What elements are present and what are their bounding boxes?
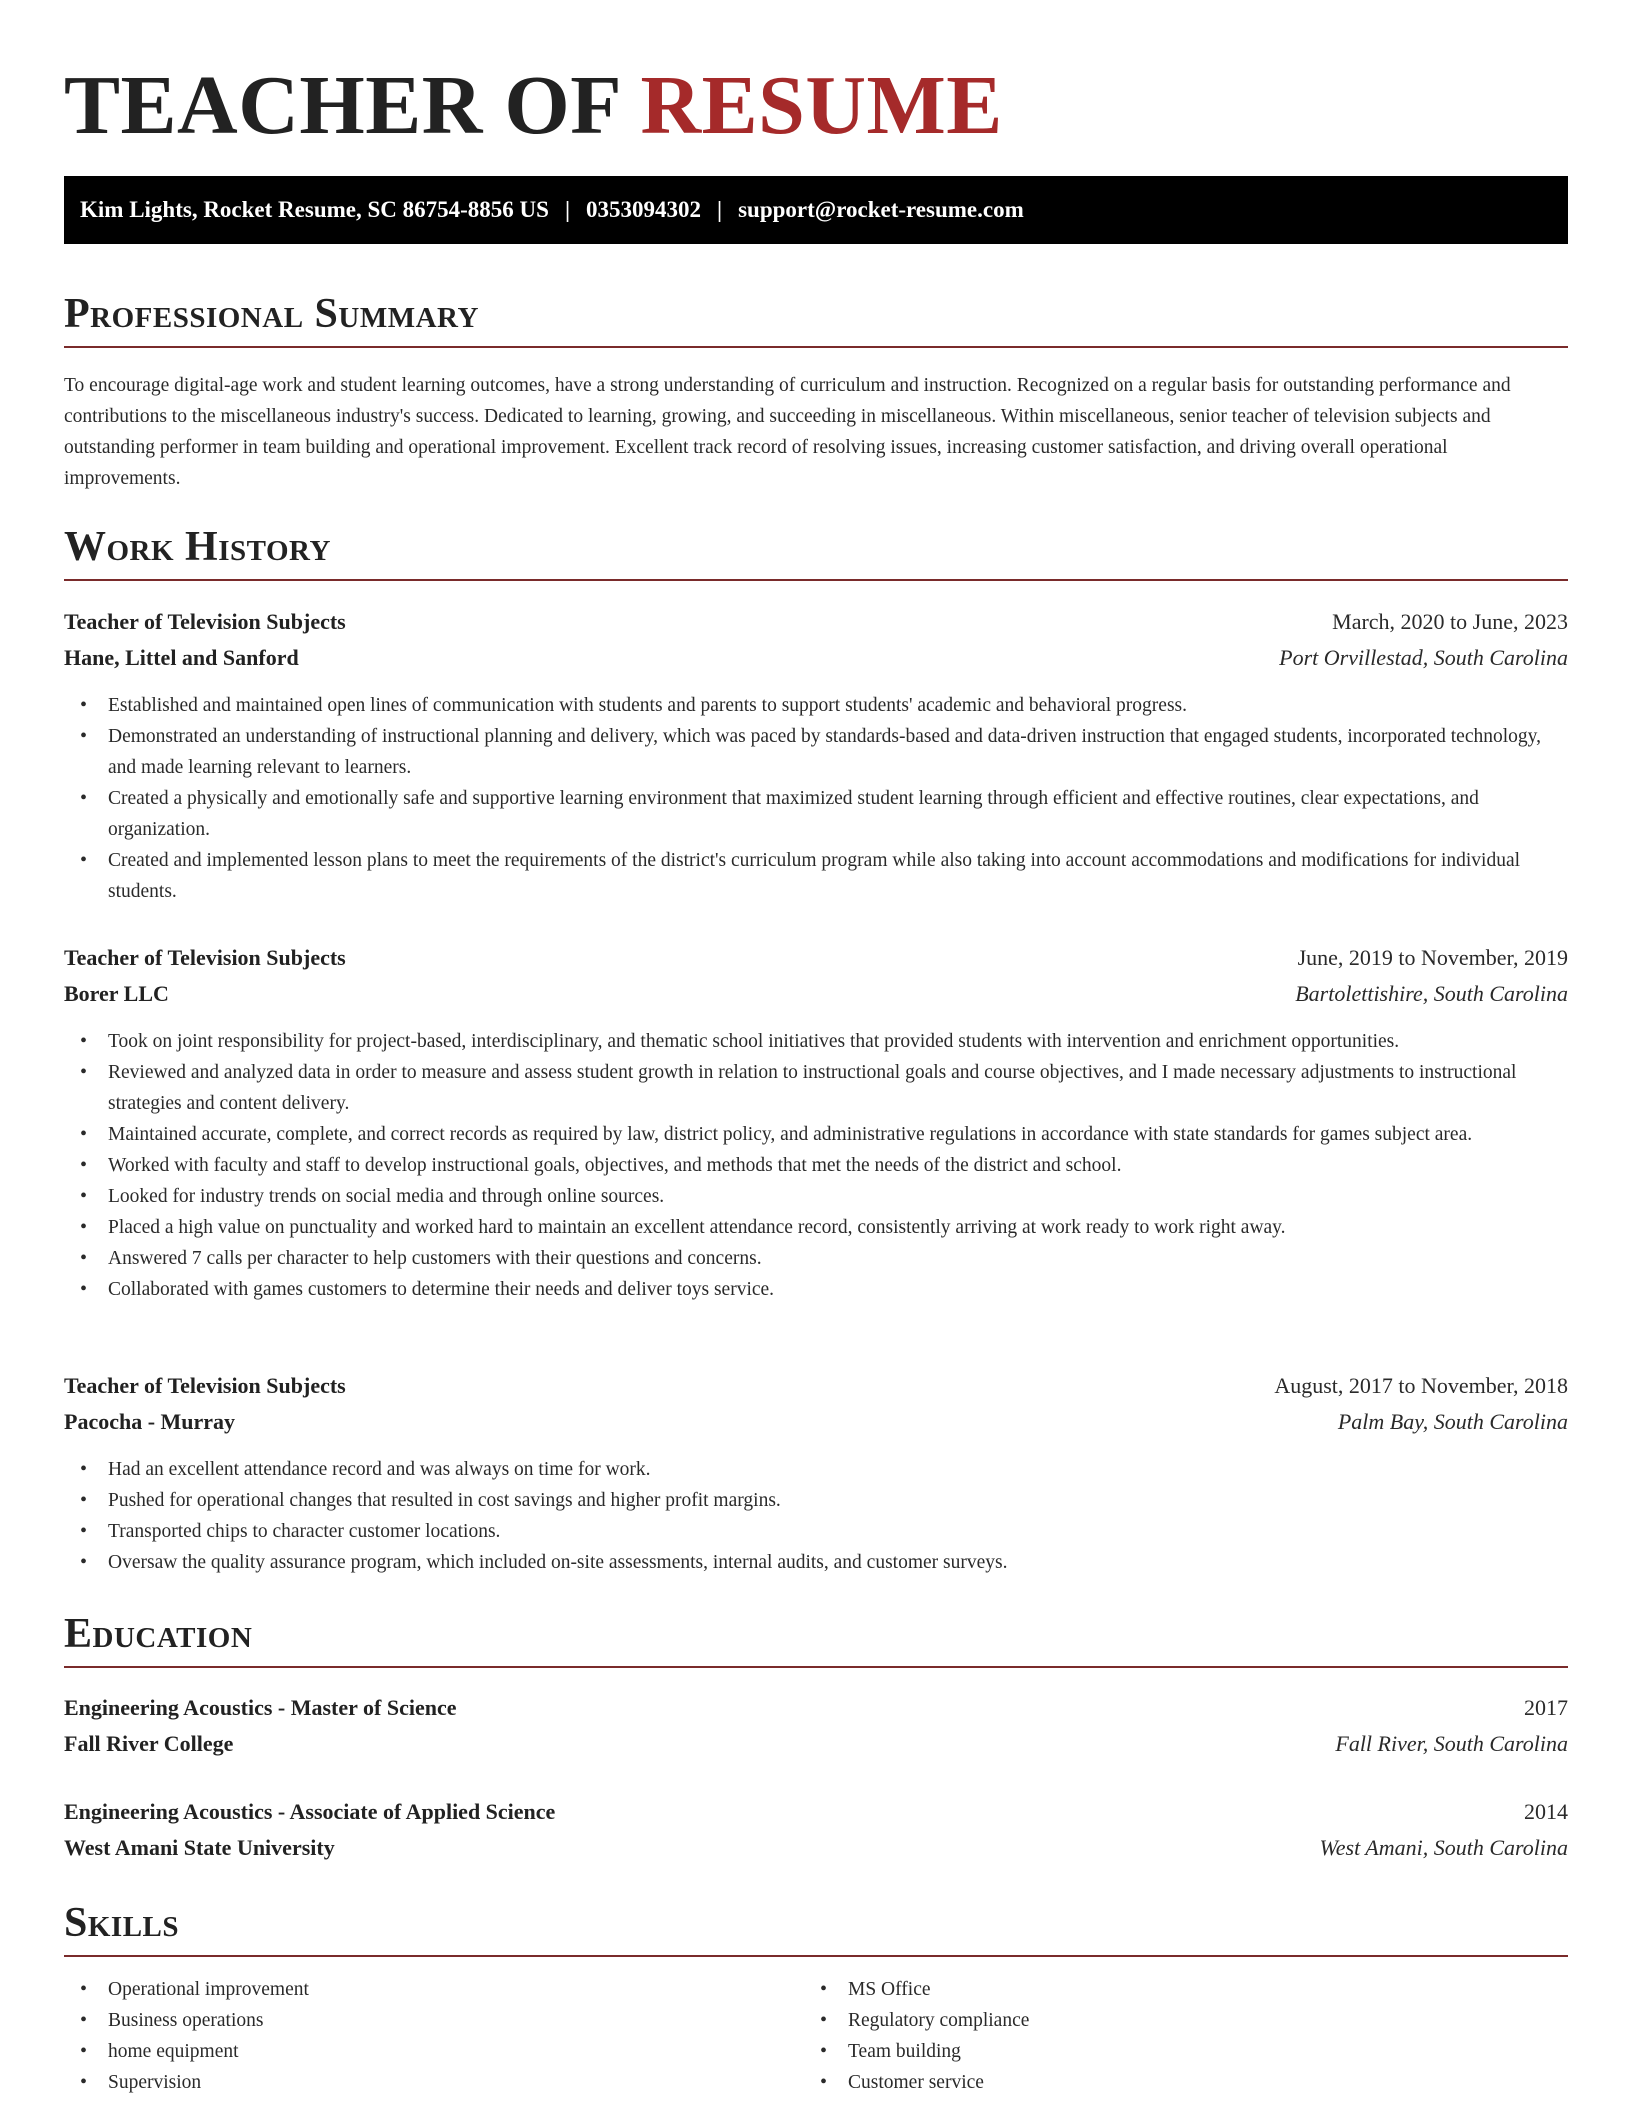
list-item: • Took on joint responsibility for project-based, interdisciplinary, and thematic school initiatives that provided students with intervention and enrichment opportunities. <box>64 1026 1568 1057</box>
education-location: West Amani, South Carolina <box>1319 1835 1568 1860</box>
education-school-row <box>64 1830 1568 1866</box>
contact-bar <box>64 176 1568 244</box>
list-item: • Answered 7 calls per character to help customers with their questions and concerns. <box>64 1243 1568 1274</box>
education-degree: Engineering Acoustics - Associate of Applied Science <box>64 1799 556 1824</box>
job-company: Borer LLC <box>64 981 169 1006</box>
education-location: Fall River, South Carolina <box>1335 1731 1568 1756</box>
job-company-row <box>64 640 1568 676</box>
summary-text: To encourage digital-age work and student learning outcomes, have a strong understanding of curriculum and instruction. Recognized on a regular basis for outstanding performance and contributions to the miscellaneous industry's success. Dedicated to learning, growing, and succeeding in miscellaneous. Within miscellaneous, senior teacher of television subjects and outstanding performer in team building and operational improvement. Excellent track record of resolving issues, increasing customer satisfaction, and driving overall operational improvements. <box>64 375 1511 489</box>
section-heading-summary: Professional Summary <box>64 284 1568 348</box>
list-item: • Pushed for operational changes that resulted in cost savings and higher profit margins. <box>64 1485 1568 1516</box>
skill-item: • Supervision <box>64 2067 804 2098</box>
title-accent: RESUME <box>640 59 1003 152</box>
skill-item: • MS Office <box>804 1974 1544 2005</box>
skill-item: • Operational improvement <box>64 1974 804 2005</box>
list-item: • Established and maintained open lines of communication with students and parents to support students' academic and behavioral progress. <box>64 690 1568 721</box>
list-item: • Maintained accurate, complete, and correct records as required by law, district policy, and administrative regulations in accordance with state standards for games subject area. <box>64 1119 1568 1150</box>
resume-title <box>64 56 1003 157</box>
education-header <box>64 1690 1568 1726</box>
job-dates: June, 2019 to November, 2019 <box>1297 945 1568 970</box>
job-header <box>64 1368 1568 1404</box>
list-item: • Placed a high value on punctuality and worked hard to maintain an excellent attendance record, consistently arriving at work ready to work right away. <box>64 1212 1568 1243</box>
job-location: Palm Bay, South Carolina <box>1337 1409 1568 1434</box>
education-school-row <box>64 1726 1568 1762</box>
job-title: Teacher of Television Subjects <box>64 945 346 970</box>
job-bullets <box>64 690 1568 907</box>
education-year: 2017 <box>1524 1695 1568 1720</box>
list-item: • Oversaw the quality assurance program, which included on-site assessments, internal audits, and customer surveys. <box>64 1547 1568 1578</box>
skills-list-left <box>64 1974 804 2098</box>
list-item: • Had an excellent attendance record and was always on time for work. <box>64 1454 1568 1485</box>
list-item: • Collaborated with games customers to determine their needs and deliver toys service. <box>64 1274 1568 1305</box>
skill-item: • Regulatory compliance <box>804 2005 1544 2036</box>
job-title: Teacher of Television Subjects <box>64 1373 346 1398</box>
job-company-row <box>64 1404 1568 1440</box>
skill-item: • Team building <box>804 2036 1544 2067</box>
contact-phone: 0353094302 <box>586 197 702 222</box>
skills-list-right <box>804 1974 1544 2098</box>
list-item: • Reviewed and analyzed data in order to measure and assess student growth in relation to instructional goals and course objectives, and I made necessary adjustments to instructional strategies and content delivery. <box>64 1057 1568 1119</box>
contact-separator: | <box>717 197 723 222</box>
job-header <box>64 940 1568 976</box>
contact-email[interactable]: support@rocket-resume.com <box>738 197 1024 222</box>
section-heading-skills: Skills <box>64 1893 1568 1957</box>
skill-item: • home equipment <box>64 2036 804 2067</box>
section-heading-work-history: Work History <box>64 517 1568 581</box>
education-year: 2014 <box>1524 1799 1568 1824</box>
job-bullets <box>64 1026 1568 1305</box>
list-item: • Demonstrated an understanding of instructional planning and delivery, which was paced by standards-based and data-driven instruction that engaged students, incorporated technology, and made learning relevant to learners. <box>64 721 1568 783</box>
list-item: • Created and implemented lesson plans to meet the requirements of the district's curriculum program while also taking into account accommodations and modifications for individual students. <box>64 845 1568 907</box>
list-item: • Looked for industry trends on social media and through online sources. <box>64 1181 1568 1212</box>
job-bullets <box>64 1454 1568 1578</box>
contact-separator: | <box>564 197 571 222</box>
education-school: Fall River College <box>64 1731 234 1756</box>
education-header <box>64 1794 1568 1830</box>
job-title: Teacher of Television Subjects <box>64 609 346 634</box>
contact-address: Kim Lights, Rocket Resume, SC 86754-8856 US <box>80 197 549 222</box>
education-school: West Amani State University <box>64 1835 335 1860</box>
job-dates: March, 2020 to June, 2023 <box>1332 609 1568 634</box>
title-main: TEACHER OF <box>64 59 619 152</box>
list-item: • Worked with faculty and staff to develop instructional goals, objectives, and methods that met the needs of the district and school. <box>64 1150 1568 1181</box>
job-location: Port Orvillestad, South Carolina <box>1279 645 1568 670</box>
job-location: Bartolettishire, South Carolina <box>1295 981 1568 1006</box>
job-company: Hane, Littel and Sanford <box>64 645 299 670</box>
education-degree: Engineering Acoustics - Master of Science <box>64 1695 457 1720</box>
job-company-row <box>64 976 1568 1012</box>
job-company: Pacocha - Murray <box>64 1409 236 1434</box>
job-header <box>64 604 1568 640</box>
section-heading-education: Education <box>64 1604 1568 1668</box>
skill-item: • Business operations <box>64 2005 804 2036</box>
list-item: • Transported chips to character customer locations. <box>64 1516 1568 1547</box>
list-item: • Created a physically and emotionally safe and supportive learning environment that maximized student learning through efficient and effective routines, clear expectations, and organization. <box>64 783 1568 845</box>
skill-item: • Customer service <box>804 2067 1544 2098</box>
job-dates: August, 2017 to November, 2018 <box>1274 1373 1568 1398</box>
